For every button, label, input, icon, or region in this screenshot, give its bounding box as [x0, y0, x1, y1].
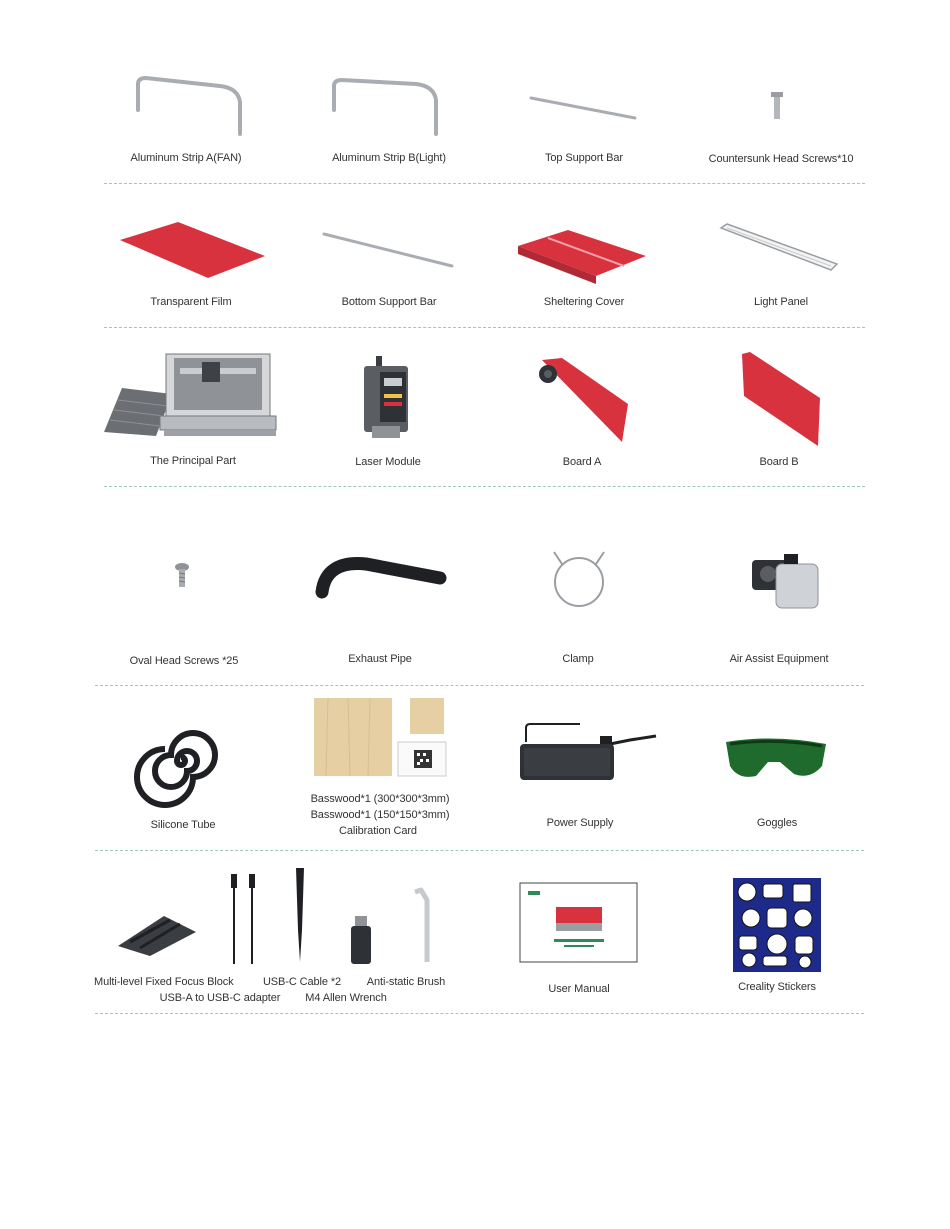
item-label: Silicone Tube	[150, 819, 216, 831]
stickers-icon	[733, 878, 821, 972]
item-label: Aluminum Strip A(FAN)	[130, 152, 242, 164]
transparent-film	[120, 222, 265, 278]
item-label: Goggles	[756, 817, 798, 829]
anti-static-brush-icon	[292, 868, 308, 964]
usb-adapter	[349, 916, 373, 966]
focus-block-icon	[118, 912, 198, 958]
aluminum-strip-b	[328, 72, 448, 142]
usb-c-cable-icon	[228, 874, 258, 966]
row-divider	[95, 685, 864, 686]
silicone-tube	[146, 726, 216, 796]
power-supply-icon	[520, 722, 660, 784]
clamp	[548, 548, 610, 610]
countersunk-screws	[770, 92, 784, 122]
item-label: Basswood*1 (150*150*3mm)	[310, 809, 450, 821]
item-label: Basswood*1 (300*300*3mm)	[310, 793, 450, 805]
air-assist-icon	[744, 550, 824, 612]
item-label: M4 Allen Wrench	[305, 992, 387, 1004]
air-assist-equipment	[744, 550, 824, 612]
item-label: Top Support Bar	[545, 152, 623, 164]
exhaust-pipe	[316, 556, 446, 596]
item-label: Creality Stickers	[738, 981, 816, 993]
basswood-icon	[314, 698, 448, 778]
oval-head-screws	[174, 563, 190, 589]
goggles-icon	[724, 736, 828, 784]
item-label: Countersunk Head Screws*10	[708, 153, 854, 165]
item-label: Anti-static Brush	[366, 976, 446, 988]
laser-module	[362, 356, 412, 440]
row-divider	[95, 850, 864, 851]
board-b	[740, 352, 824, 448]
exhaust-pipe-icon	[316, 556, 446, 596]
usb-c-cables	[228, 874, 258, 966]
allen-wrench	[413, 888, 433, 964]
laser-module-icon	[362, 356, 412, 440]
bottom-support-bar	[320, 230, 456, 270]
light-panel	[719, 222, 839, 274]
item-label: Exhaust Pipe	[348, 653, 412, 665]
item-label: Board B	[759, 456, 799, 468]
board-b-icon	[740, 352, 824, 448]
item-label: Air Assist Equipment	[729, 653, 829, 665]
item-label: User Manual	[548, 983, 610, 995]
item-label: Calibration Card	[339, 825, 417, 837]
item-label: Bottom Support Bar	[341, 296, 437, 308]
goggles	[724, 736, 828, 784]
transparent-film-icon	[120, 222, 265, 278]
item-label: The Principal Part	[150, 455, 236, 467]
allen-wrench-icon	[413, 888, 433, 964]
clamp-icon	[548, 548, 610, 610]
principal-part-icon	[104, 350, 276, 440]
item-label: Light Panel	[754, 296, 808, 308]
item-label: Multi-level Fixed Focus Block	[94, 976, 234, 988]
aluminum-strip-a-icon	[130, 72, 250, 142]
power-supply	[520, 722, 660, 784]
row-divider	[104, 183, 865, 184]
item-label: Power Supply	[546, 817, 614, 829]
oval-head-screw-icon	[174, 563, 190, 589]
board-a-icon	[536, 356, 632, 444]
principal-part	[104, 350, 276, 440]
row-divider	[104, 486, 865, 487]
row-divider	[104, 327, 865, 328]
user-manual-icon	[520, 883, 638, 963]
aluminum-strip-a	[130, 72, 250, 142]
item-label: Laser Module	[355, 456, 421, 468]
usb-adapter-icon	[349, 916, 373, 966]
bottom-support-bar-icon	[320, 230, 456, 270]
creality-stickers	[733, 878, 821, 972]
top-support-bar-icon	[527, 94, 639, 124]
item-label: USB-C Cable *2	[262, 976, 342, 988]
sheltering-cover-icon	[518, 226, 648, 286]
row-divider	[95, 1013, 864, 1014]
item-label: Transparent Film	[150, 296, 232, 308]
countersunk-screw-icon	[770, 92, 784, 122]
item-label: Oval Head Screws *25	[129, 655, 239, 667]
silicone-tube-icon	[146, 726, 216, 796]
item-label: Aluminum Strip B(Light)	[332, 152, 446, 164]
light-panel-icon	[719, 222, 839, 274]
item-label: Clamp	[562, 653, 594, 665]
user-manual	[520, 883, 638, 963]
item-label: USB-A to USB-C adapter	[159, 992, 281, 1004]
anti-static-brush	[292, 868, 308, 964]
aluminum-strip-b-icon	[328, 72, 448, 142]
basswood-set	[314, 698, 448, 778]
board-a	[536, 356, 632, 444]
item-label: Sheltering Cover	[543, 296, 625, 308]
sheltering-cover	[518, 226, 648, 286]
focus-block	[118, 912, 198, 958]
item-label: Board A	[562, 456, 602, 468]
top-support-bar	[527, 94, 639, 124]
